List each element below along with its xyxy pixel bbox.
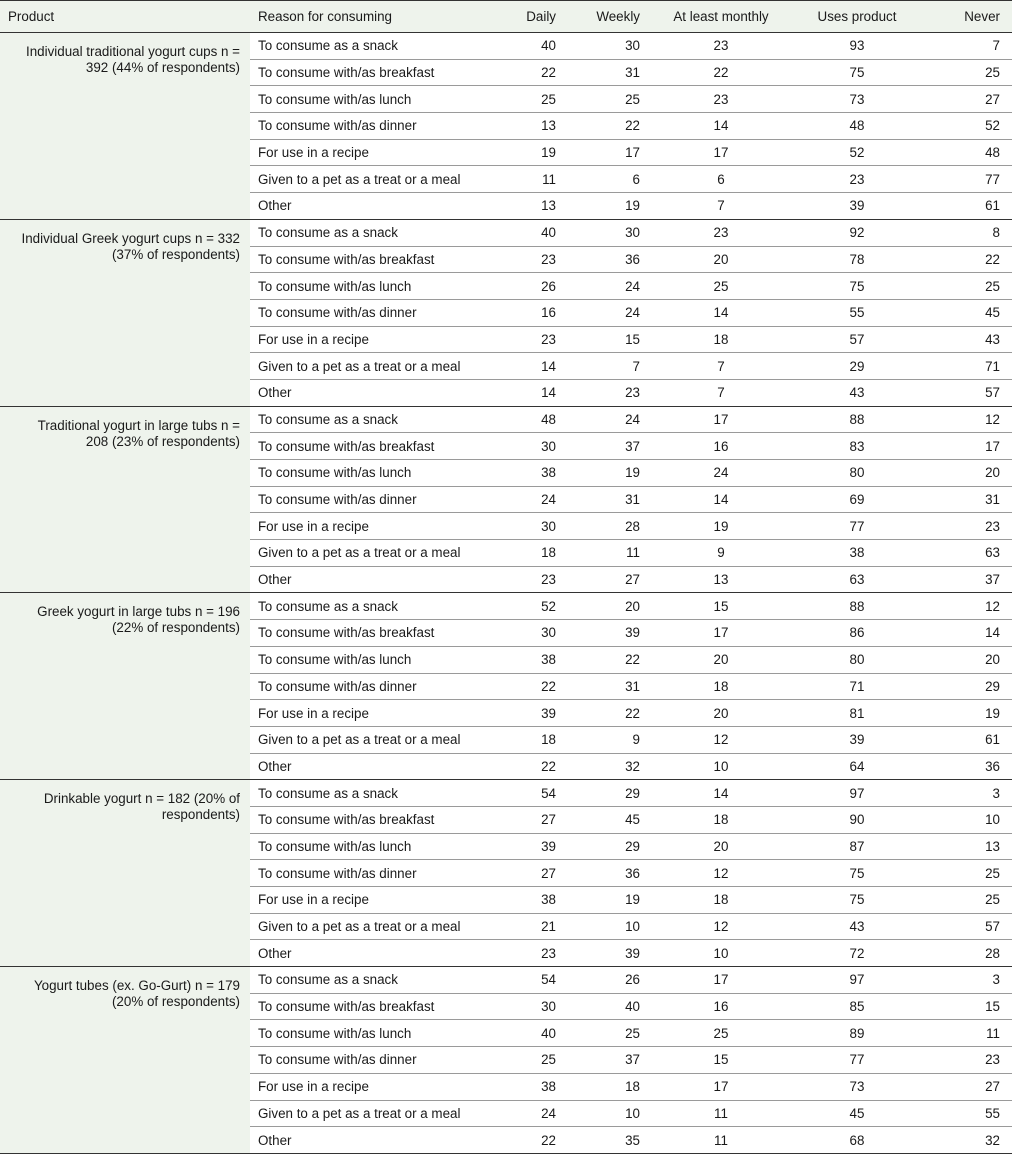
header-at-least-monthly: At least monthly [652, 1, 802, 33]
reason-cell: To consume with/as dinner [250, 673, 510, 700]
at-least-monthly-cell: 23 [652, 33, 802, 60]
uses-product-cell: 75 [802, 887, 924, 914]
weekly-cell: 28 [568, 513, 652, 540]
weekly-cell: 7 [568, 353, 652, 380]
uses-product-cell: 63 [802, 566, 924, 593]
table-row [0, 593, 1012, 620]
at-least-monthly-cell: 25 [652, 273, 802, 300]
never-cell: 36 [924, 753, 1012, 780]
daily-cell: 27 [510, 860, 568, 887]
daily-cell: 22 [510, 753, 568, 780]
reason-cell: Other [250, 1127, 510, 1154]
header-uses-product: Uses product [802, 1, 924, 33]
uses-product-cell: 80 [802, 646, 924, 673]
weekly-cell: 18 [568, 1073, 652, 1100]
never-cell: 23 [924, 513, 1012, 540]
uses-product-cell: 83 [802, 433, 924, 460]
uses-product-cell: 52 [802, 139, 924, 166]
weekly-cell: 10 [568, 913, 652, 940]
never-cell: 7 [924, 33, 1012, 60]
never-cell: 3 [924, 780, 1012, 807]
at-least-monthly-cell: 15 [652, 593, 802, 620]
product-cell: Individual Greek yogurt cups n = 332 (37% of respondents) [0, 219, 250, 406]
weekly-cell: 40 [568, 993, 652, 1020]
daily-cell: 13 [510, 193, 568, 220]
daily-cell: 39 [510, 700, 568, 727]
reason-cell: To consume with/as lunch [250, 646, 510, 673]
never-cell: 25 [924, 59, 1012, 86]
never-cell: 23 [924, 1047, 1012, 1074]
weekly-cell: 31 [568, 59, 652, 86]
reason-cell: To consume with/as lunch [250, 1020, 510, 1047]
daily-cell: 52 [510, 593, 568, 620]
never-cell: 29 [924, 673, 1012, 700]
reason-cell: Other [250, 753, 510, 780]
daily-cell: 48 [510, 406, 568, 433]
daily-cell: 11 [510, 166, 568, 193]
weekly-cell: 39 [568, 940, 652, 967]
product-cell: Yogurt tubes (ex. Go-Gurt) n = 179 (20% of respondents) [0, 967, 250, 1154]
at-least-monthly-cell: 11 [652, 1127, 802, 1154]
daily-cell: 25 [510, 1047, 568, 1074]
uses-product-cell: 71 [802, 673, 924, 700]
weekly-cell: 25 [568, 1020, 652, 1047]
product-cell: Greek yogurt in large tubs n = 196 (22% of respondents) [0, 593, 250, 780]
uses-product-cell: 72 [802, 940, 924, 967]
reason-cell: For use in a recipe [250, 700, 510, 727]
at-least-monthly-cell: 16 [652, 433, 802, 460]
never-cell: 17 [924, 433, 1012, 460]
reason-cell: To consume with/as breakfast [250, 246, 510, 273]
never-cell: 25 [924, 273, 1012, 300]
weekly-cell: 10 [568, 1100, 652, 1127]
daily-cell: 26 [510, 273, 568, 300]
at-least-monthly-cell: 7 [652, 379, 802, 406]
weekly-cell: 19 [568, 887, 652, 914]
daily-cell: 30 [510, 993, 568, 1020]
daily-cell: 16 [510, 299, 568, 326]
uses-product-cell: 75 [802, 59, 924, 86]
reason-cell: Given to a pet as a treat or a meal [250, 166, 510, 193]
weekly-cell: 37 [568, 1047, 652, 1074]
daily-cell: 19 [510, 139, 568, 166]
uses-product-cell: 29 [802, 353, 924, 380]
daily-cell: 22 [510, 673, 568, 700]
reason-cell: To consume with/as dinner [250, 299, 510, 326]
daily-cell: 22 [510, 1127, 568, 1154]
reason-cell: For use in a recipe [250, 326, 510, 353]
weekly-cell: 24 [568, 273, 652, 300]
header-weekly: Weekly [568, 1, 652, 33]
reason-cell: To consume with/as breakfast [250, 806, 510, 833]
reason-cell: To consume with/as lunch [250, 86, 510, 113]
at-least-monthly-cell: 18 [652, 806, 802, 833]
never-cell: 27 [924, 1073, 1012, 1100]
daily-cell: 23 [510, 246, 568, 273]
at-least-monthly-cell: 23 [652, 86, 802, 113]
table-row [0, 33, 1012, 60]
reason-cell: For use in a recipe [250, 887, 510, 914]
daily-cell: 40 [510, 219, 568, 246]
at-least-monthly-cell: 14 [652, 486, 802, 513]
reason-cell: To consume with/as breakfast [250, 620, 510, 647]
daily-cell: 40 [510, 33, 568, 60]
weekly-cell: 24 [568, 406, 652, 433]
never-cell: 61 [924, 193, 1012, 220]
at-least-monthly-cell: 17 [652, 620, 802, 647]
weekly-cell: 11 [568, 540, 652, 567]
uses-product-cell: 90 [802, 806, 924, 833]
weekly-cell: 35 [568, 1127, 652, 1154]
uses-product-cell: 68 [802, 1127, 924, 1154]
never-cell: 61 [924, 726, 1012, 753]
reason-cell: For use in a recipe [250, 1073, 510, 1100]
uses-product-cell: 57 [802, 326, 924, 353]
weekly-cell: 29 [568, 780, 652, 807]
uses-product-cell: 88 [802, 593, 924, 620]
table-row [0, 967, 1012, 994]
never-cell: 25 [924, 860, 1012, 887]
at-least-monthly-cell: 7 [652, 353, 802, 380]
uses-product-cell: 75 [802, 860, 924, 887]
never-cell: 14 [924, 620, 1012, 647]
daily-cell: 21 [510, 913, 568, 940]
reason-cell: To consume with/as dinner [250, 1047, 510, 1074]
at-least-monthly-cell: 10 [652, 940, 802, 967]
never-cell: 13 [924, 833, 1012, 860]
uses-product-cell: 93 [802, 33, 924, 60]
daily-cell: 54 [510, 967, 568, 994]
at-least-monthly-cell: 17 [652, 967, 802, 994]
uses-product-cell: 97 [802, 967, 924, 994]
at-least-monthly-cell: 20 [652, 646, 802, 673]
at-least-monthly-cell: 11 [652, 1100, 802, 1127]
at-least-monthly-cell: 15 [652, 1047, 802, 1074]
weekly-cell: 19 [568, 193, 652, 220]
table-row [0, 780, 1012, 807]
reason-cell: Given to a pet as a treat or a meal [250, 540, 510, 567]
at-least-monthly-cell: 17 [652, 406, 802, 433]
daily-cell: 18 [510, 540, 568, 567]
reason-cell: Given to a pet as a treat or a meal [250, 1100, 510, 1127]
reason-cell: To consume with/as lunch [250, 273, 510, 300]
weekly-cell: 37 [568, 433, 652, 460]
weekly-cell: 27 [568, 566, 652, 593]
at-least-monthly-cell: 7 [652, 193, 802, 220]
header-product: Product [0, 1, 250, 33]
product-cell: Individual traditional yogurt cups n = 392 (44% of respondents) [0, 33, 250, 220]
never-cell: 10 [924, 806, 1012, 833]
daily-cell: 30 [510, 433, 568, 460]
daily-cell: 23 [510, 326, 568, 353]
daily-cell: 54 [510, 780, 568, 807]
never-cell: 27 [924, 86, 1012, 113]
uses-product-cell: 48 [802, 113, 924, 140]
at-least-monthly-cell: 20 [652, 246, 802, 273]
never-cell: 31 [924, 486, 1012, 513]
never-cell: 8 [924, 219, 1012, 246]
reason-cell: To consume with/as dinner [250, 486, 510, 513]
reason-cell: To consume with/as lunch [250, 833, 510, 860]
daily-cell: 23 [510, 940, 568, 967]
weekly-cell: 29 [568, 833, 652, 860]
weekly-cell: 24 [568, 299, 652, 326]
reason-cell: Given to a pet as a treat or a meal [250, 726, 510, 753]
never-cell: 52 [924, 113, 1012, 140]
weekly-cell: 22 [568, 646, 652, 673]
uses-product-cell: 80 [802, 460, 924, 487]
uses-product-cell: 88 [802, 406, 924, 433]
daily-cell: 13 [510, 113, 568, 140]
weekly-cell: 20 [568, 593, 652, 620]
reason-cell: For use in a recipe [250, 139, 510, 166]
reason-cell: To consume with/as breakfast [250, 993, 510, 1020]
daily-cell: 38 [510, 1073, 568, 1100]
reason-cell: Other [250, 379, 510, 406]
uses-product-cell: 77 [802, 1047, 924, 1074]
daily-cell: 30 [510, 513, 568, 540]
reason-cell: To consume as a snack [250, 780, 510, 807]
reason-cell: To consume as a snack [250, 593, 510, 620]
weekly-cell: 23 [568, 379, 652, 406]
daily-cell: 39 [510, 833, 568, 860]
weekly-cell: 31 [568, 673, 652, 700]
reason-cell: Other [250, 193, 510, 220]
daily-cell: 14 [510, 379, 568, 406]
reason-cell: To consume as a snack [250, 406, 510, 433]
weekly-cell: 22 [568, 700, 652, 727]
never-cell: 20 [924, 646, 1012, 673]
product-cell: Drinkable yogurt n = 182 (20% of respondents) [0, 780, 250, 967]
weekly-cell: 31 [568, 486, 652, 513]
never-cell: 19 [924, 700, 1012, 727]
daily-cell: 22 [510, 59, 568, 86]
never-cell: 32 [924, 1127, 1012, 1154]
never-cell: 12 [924, 406, 1012, 433]
uses-product-cell: 92 [802, 219, 924, 246]
reason-cell: For use in a recipe [250, 513, 510, 540]
never-cell: 12 [924, 593, 1012, 620]
at-least-monthly-cell: 18 [652, 887, 802, 914]
uses-product-cell: 23 [802, 166, 924, 193]
daily-cell: 27 [510, 806, 568, 833]
never-cell: 11 [924, 1020, 1012, 1047]
uses-product-cell: 75 [802, 273, 924, 300]
uses-product-cell: 86 [802, 620, 924, 647]
at-least-monthly-cell: 10 [652, 753, 802, 780]
weekly-cell: 19 [568, 460, 652, 487]
uses-product-cell: 78 [802, 246, 924, 273]
at-least-monthly-cell: 16 [652, 993, 802, 1020]
never-cell: 43 [924, 326, 1012, 353]
weekly-cell: 39 [568, 620, 652, 647]
uses-product-cell: 43 [802, 913, 924, 940]
weekly-cell: 9 [568, 726, 652, 753]
reason-cell: Other [250, 940, 510, 967]
uses-product-cell: 45 [802, 1100, 924, 1127]
weekly-cell: 17 [568, 139, 652, 166]
daily-cell: 38 [510, 460, 568, 487]
table-body [0, 33, 1012, 1154]
uses-product-cell: 43 [802, 379, 924, 406]
daily-cell: 18 [510, 726, 568, 753]
at-least-monthly-cell: 24 [652, 460, 802, 487]
uses-product-cell: 39 [802, 193, 924, 220]
at-least-monthly-cell: 12 [652, 913, 802, 940]
reason-cell: To consume with/as dinner [250, 860, 510, 887]
never-cell: 71 [924, 353, 1012, 380]
header-row [0, 1, 1012, 33]
never-cell: 20 [924, 460, 1012, 487]
never-cell: 3 [924, 967, 1012, 994]
reason-cell: To consume with/as lunch [250, 460, 510, 487]
at-least-monthly-cell: 18 [652, 673, 802, 700]
never-cell: 15 [924, 993, 1012, 1020]
at-least-monthly-cell: 19 [652, 513, 802, 540]
weekly-cell: 30 [568, 219, 652, 246]
at-least-monthly-cell: 12 [652, 726, 802, 753]
reason-cell: To consume with/as dinner [250, 113, 510, 140]
reason-cell: To consume with/as breakfast [250, 433, 510, 460]
reason-cell: To consume as a snack [250, 33, 510, 60]
uses-product-cell: 77 [802, 513, 924, 540]
never-cell: 48 [924, 139, 1012, 166]
at-least-monthly-cell: 12 [652, 860, 802, 887]
at-least-monthly-cell: 9 [652, 540, 802, 567]
weekly-cell: 36 [568, 246, 652, 273]
uses-product-cell: 73 [802, 86, 924, 113]
weekly-cell: 30 [568, 33, 652, 60]
at-least-monthly-cell: 20 [652, 833, 802, 860]
table-header [0, 1, 1012, 33]
reason-cell: Given to a pet as a treat or a meal [250, 913, 510, 940]
product-cell: Traditional yogurt in large tubs n = 208 (23% of respondents) [0, 406, 250, 593]
never-cell: 77 [924, 166, 1012, 193]
never-cell: 57 [924, 913, 1012, 940]
weekly-cell: 45 [568, 806, 652, 833]
uses-product-cell: 73 [802, 1073, 924, 1100]
uses-product-cell: 69 [802, 486, 924, 513]
daily-cell: 24 [510, 1100, 568, 1127]
uses-product-cell: 39 [802, 726, 924, 753]
daily-cell: 25 [510, 86, 568, 113]
reason-cell: To consume with/as breakfast [250, 59, 510, 86]
uses-product-cell: 64 [802, 753, 924, 780]
at-least-monthly-cell: 18 [652, 326, 802, 353]
never-cell: 57 [924, 379, 1012, 406]
uses-product-cell: 81 [802, 700, 924, 727]
table-row [0, 219, 1012, 246]
never-cell: 22 [924, 246, 1012, 273]
never-cell: 45 [924, 299, 1012, 326]
uses-product-cell: 55 [802, 299, 924, 326]
at-least-monthly-cell: 14 [652, 780, 802, 807]
uses-product-cell: 38 [802, 540, 924, 567]
weekly-cell: 26 [568, 967, 652, 994]
daily-cell: 38 [510, 887, 568, 914]
never-cell: 63 [924, 540, 1012, 567]
uses-product-cell: 89 [802, 1020, 924, 1047]
header-never: Never [924, 1, 1012, 33]
never-cell: 55 [924, 1100, 1012, 1127]
weekly-cell: 32 [568, 753, 652, 780]
header-reason: Reason for consuming [250, 1, 510, 33]
weekly-cell: 15 [568, 326, 652, 353]
daily-cell: 14 [510, 353, 568, 380]
daily-cell: 23 [510, 566, 568, 593]
never-cell: 25 [924, 887, 1012, 914]
at-least-monthly-cell: 25 [652, 1020, 802, 1047]
header-daily: Daily [510, 1, 568, 33]
never-cell: 37 [924, 566, 1012, 593]
reason-cell: To consume as a snack [250, 219, 510, 246]
uses-product-cell: 87 [802, 833, 924, 860]
at-least-monthly-cell: 13 [652, 566, 802, 593]
at-least-monthly-cell: 6 [652, 166, 802, 193]
reason-cell: Other [250, 566, 510, 593]
never-cell: 28 [924, 940, 1012, 967]
at-least-monthly-cell: 17 [652, 139, 802, 166]
at-least-monthly-cell: 17 [652, 1073, 802, 1100]
at-least-monthly-cell: 14 [652, 113, 802, 140]
daily-cell: 38 [510, 646, 568, 673]
at-least-monthly-cell: 14 [652, 299, 802, 326]
at-least-monthly-cell: 23 [652, 219, 802, 246]
uses-product-cell: 85 [802, 993, 924, 1020]
reason-cell: To consume as a snack [250, 967, 510, 994]
uses-product-cell: 97 [802, 780, 924, 807]
at-least-monthly-cell: 22 [652, 59, 802, 86]
weekly-cell: 22 [568, 113, 652, 140]
table-row [0, 406, 1012, 433]
weekly-cell: 6 [568, 166, 652, 193]
weekly-cell: 25 [568, 86, 652, 113]
daily-cell: 24 [510, 486, 568, 513]
reason-cell: Given to a pet as a treat or a meal [250, 353, 510, 380]
daily-cell: 30 [510, 620, 568, 647]
at-least-monthly-cell: 20 [652, 700, 802, 727]
daily-cell: 40 [510, 1020, 568, 1047]
weekly-cell: 36 [568, 860, 652, 887]
